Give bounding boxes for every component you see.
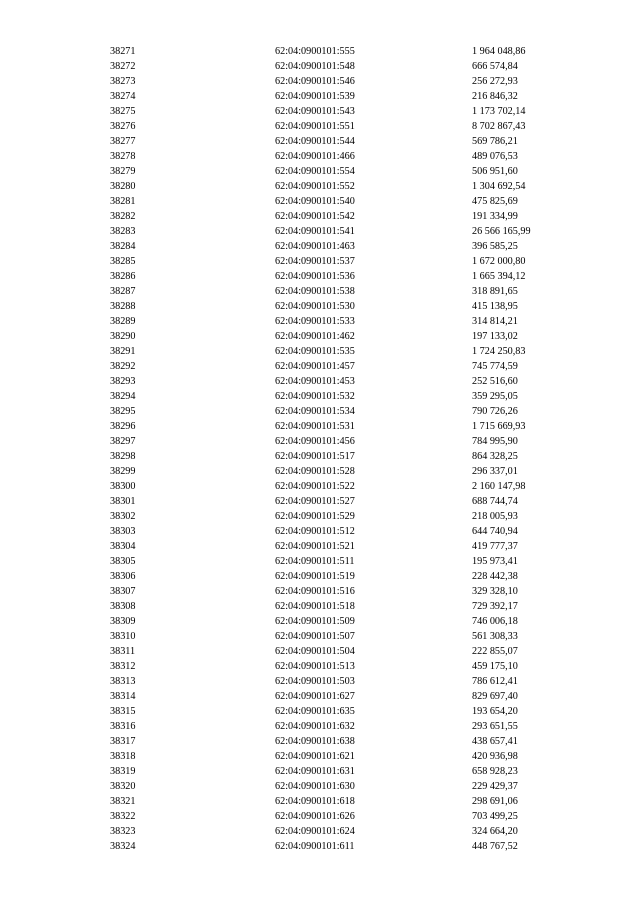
cadastral-number: 62:04:0900101:626: [275, 811, 355, 822]
cadastral-value: 1 672 000,80: [472, 256, 526, 267]
row-number: 38302: [110, 511, 136, 522]
cadastral-number: 62:04:0900101:540: [275, 196, 355, 207]
row-number: 38322: [110, 811, 136, 822]
cadastral-number: 62:04:0900101:462: [275, 331, 355, 342]
cadastral-number: 62:04:0900101:457: [275, 361, 355, 372]
cadastral-value: 459 175,10: [472, 661, 518, 672]
cadastral-number: 62:04:0900101:516: [275, 586, 355, 597]
table-row: [0, 299, 640, 314]
cadastral-value: 197 133,02: [472, 331, 518, 342]
cadastral-number: 62:04:0900101:632: [275, 721, 355, 732]
cadastral-number: 62:04:0900101:539: [275, 91, 355, 102]
row-number: 38300: [110, 481, 136, 492]
cadastral-value: 256 272,93: [472, 76, 518, 87]
cadastral-number: 62:04:0900101:527: [275, 496, 355, 507]
row-number: 38313: [110, 676, 136, 687]
cadastral-value: 195 973,41: [472, 556, 518, 567]
table-row: [0, 779, 640, 794]
table-row: [0, 374, 640, 389]
row-number: 38323: [110, 826, 136, 837]
cadastral-value: 644 740,94: [472, 526, 518, 537]
cadastral-value: 218 005,93: [472, 511, 518, 522]
table-row: [0, 554, 640, 569]
table-row: [0, 149, 640, 164]
cadastral-number: 62:04:0900101:522: [275, 481, 355, 492]
row-number: 38293: [110, 376, 136, 387]
table-row: [0, 134, 640, 149]
row-number: 38272: [110, 61, 136, 72]
table-row: [0, 809, 640, 824]
row-number: 38271: [110, 46, 136, 57]
cadastral-value: 296 337,01: [472, 466, 518, 477]
cadastral-value: 448 767,52: [472, 841, 518, 852]
row-number: 38303: [110, 526, 136, 537]
cadastral-value: 396 585,25: [472, 241, 518, 252]
table-row: [0, 239, 640, 254]
row-number: 38298: [110, 451, 136, 462]
row-number: 38281: [110, 196, 136, 207]
cadastral-number: 62:04:0900101:529: [275, 511, 355, 522]
row-number: 38296: [110, 421, 136, 432]
table-row: [0, 494, 640, 509]
cadastral-value: 569 786,21: [472, 136, 518, 147]
row-number: 38316: [110, 721, 136, 732]
row-number: 38273: [110, 76, 136, 87]
cadastral-value: 1 173 702,14: [472, 106, 526, 117]
cadastral-number: 62:04:0900101:544: [275, 136, 355, 147]
cadastral-value: 252 516,60: [472, 376, 518, 387]
row-number: 38315: [110, 706, 136, 717]
cadastral-number: 62:04:0900101:551: [275, 121, 355, 132]
row-number: 38291: [110, 346, 136, 357]
table-row: [0, 284, 640, 299]
cadastral-value: 420 936,98: [472, 751, 518, 762]
table-row: [0, 479, 640, 494]
row-number: 38284: [110, 241, 136, 252]
table-row: [0, 254, 640, 269]
table-row: [0, 119, 640, 134]
cadastral-value: 688 744,74: [472, 496, 518, 507]
row-number: 38276: [110, 121, 136, 132]
cadastral-value: 216 846,32: [472, 91, 518, 102]
row-number: 38290: [110, 331, 136, 342]
cadastral-value: 666 574,84: [472, 61, 518, 72]
table-row: [0, 164, 640, 179]
cadastral-value: 415 138,95: [472, 301, 518, 312]
row-number: 38304: [110, 541, 136, 552]
cadastral-value: 489 076,53: [472, 151, 518, 162]
cadastral-number: 62:04:0900101:621: [275, 751, 355, 762]
table-row: [0, 824, 640, 839]
cadastral-number: 62:04:0900101:541: [275, 226, 355, 237]
cadastral-value: 26 566 165,99: [472, 226, 531, 237]
row-number: 38289: [110, 316, 136, 327]
cadastral-number: 62:04:0900101:638: [275, 736, 355, 747]
table-row: [0, 329, 640, 344]
table-row: [0, 419, 640, 434]
cadastral-number: 62:04:0900101:521: [275, 541, 355, 552]
cadastral-number: 62:04:0900101:504: [275, 646, 355, 657]
table-row: [0, 749, 640, 764]
table-row: [0, 659, 640, 674]
cadastral-number: 62:04:0900101:513: [275, 661, 355, 672]
cadastral-number: 62:04:0900101:503: [275, 676, 355, 687]
table-row: [0, 569, 640, 584]
row-number: 38314: [110, 691, 136, 702]
table-row: [0, 614, 640, 629]
table-row: [0, 359, 640, 374]
table-row: [0, 524, 640, 539]
row-number: 38305: [110, 556, 136, 567]
cadastral-number: 62:04:0900101:631: [275, 766, 355, 777]
cadastral-number: 62:04:0900101:627: [275, 691, 355, 702]
row-number: 38320: [110, 781, 136, 792]
table-row: [0, 839, 640, 854]
cadastral-value: 1 715 669,93: [472, 421, 526, 432]
row-number: 38319: [110, 766, 136, 777]
table-row: [0, 434, 640, 449]
table-row: [0, 104, 640, 119]
cadastral-number: 62:04:0900101:517: [275, 451, 355, 462]
row-number: 38278: [110, 151, 136, 162]
row-number: 38318: [110, 751, 136, 762]
cadastral-value: 314 814,21: [472, 316, 518, 327]
row-number: 38280: [110, 181, 136, 192]
cadastral-number: 62:04:0900101:543: [275, 106, 355, 117]
cadastral-value: 438 657,41: [472, 736, 518, 747]
cadastral-value: 419 777,37: [472, 541, 518, 552]
table-row: [0, 794, 640, 809]
cadastral-number: 62:04:0900101:519: [275, 571, 355, 582]
cadastral-value: 1 964 048,86: [472, 46, 526, 57]
cadastral-number: 62:04:0900101:463: [275, 241, 355, 252]
cadastral-value: 359 295,05: [472, 391, 518, 402]
row-number: 38307: [110, 586, 136, 597]
table-row: [0, 449, 640, 464]
table-row: [0, 44, 640, 59]
row-number: 38324: [110, 841, 136, 852]
cadastral-number: 62:04:0900101:456: [275, 436, 355, 447]
table-row: [0, 209, 640, 224]
table-row: [0, 74, 640, 89]
table-body: [0, 44, 640, 854]
cadastral-number: 62:04:0900101:531: [275, 421, 355, 432]
table-row: [0, 464, 640, 479]
row-number: 38309: [110, 616, 136, 627]
row-number: 38274: [110, 91, 136, 102]
cadastral-number: 62:04:0900101:536: [275, 271, 355, 282]
cadastral-number: 62:04:0900101:532: [275, 391, 355, 402]
row-number: 38275: [110, 106, 136, 117]
cadastral-number: 62:04:0900101:635: [275, 706, 355, 717]
cadastral-value: 658 928,23: [472, 766, 518, 777]
cadastral-number: 62:04:0900101:534: [275, 406, 355, 417]
cadastral-value: 191 334,99: [472, 211, 518, 222]
cadastral-number: 62:04:0900101:555: [275, 46, 355, 57]
row-number: 38295: [110, 406, 136, 417]
cadastral-number: 62:04:0900101:466: [275, 151, 355, 162]
row-number: 38301: [110, 496, 136, 507]
row-number: 38292: [110, 361, 136, 372]
row-number: 38294: [110, 391, 136, 402]
table-row: [0, 389, 640, 404]
row-number: 38288: [110, 301, 136, 312]
cadastral-number: 62:04:0900101:518: [275, 601, 355, 612]
cadastral-value: 228 442,38: [472, 571, 518, 582]
cadastral-value: 475 825,69: [472, 196, 518, 207]
row-number: 38279: [110, 166, 136, 177]
table-row: [0, 599, 640, 614]
cadastral-value: 829 697,40: [472, 691, 518, 702]
cadastral-value: 329 328,10: [472, 586, 518, 597]
cadastral-value: 745 774,59: [472, 361, 518, 372]
cadastral-number: 62:04:0900101:611: [275, 841, 355, 852]
cadastral-value: 318 891,65: [472, 286, 518, 297]
table-row: [0, 629, 640, 644]
row-number: 38321: [110, 796, 136, 807]
table-row: [0, 509, 640, 524]
cadastral-value: 729 392,17: [472, 601, 518, 612]
table-row: [0, 224, 640, 239]
table-row: [0, 734, 640, 749]
table-row: [0, 644, 640, 659]
row-number: 38308: [110, 601, 136, 612]
cadastral-value: 1 665 394,12: [472, 271, 526, 282]
cadastral-value: 864 328,25: [472, 451, 518, 462]
cadastral-value: 293 651,55: [472, 721, 518, 732]
row-number: 38317: [110, 736, 136, 747]
cadastral-value: 786 612,41: [472, 676, 518, 687]
cadastral-number: 62:04:0900101:528: [275, 466, 355, 477]
table-row: [0, 269, 640, 284]
row-number: 38287: [110, 286, 136, 297]
cadastral-value: 1 724 250,83: [472, 346, 526, 357]
table-row: [0, 59, 640, 74]
cadastral-number: 62:04:0900101:630: [275, 781, 355, 792]
cadastral-number: 62:04:0900101:552: [275, 181, 355, 192]
cadastral-number: 62:04:0900101:530: [275, 301, 355, 312]
row-number: 38297: [110, 436, 136, 447]
row-number: 38286: [110, 271, 136, 282]
cadastral-number: 62:04:0900101:533: [275, 316, 355, 327]
table-row: [0, 179, 640, 194]
cadastral-number: 62:04:0900101:624: [275, 826, 355, 837]
table-row: [0, 194, 640, 209]
row-number: 38312: [110, 661, 136, 672]
table-row: [0, 719, 640, 734]
cadastral-number: 62:04:0900101:512: [275, 526, 355, 537]
cadastral-value: 229 429,37: [472, 781, 518, 792]
table-row: [0, 764, 640, 779]
cadastral-value: 8 702 867,43: [472, 121, 526, 132]
row-number: 38306: [110, 571, 136, 582]
cadastral-number: 62:04:0900101:618: [275, 796, 355, 807]
cadastral-number: 62:04:0900101:542: [275, 211, 355, 222]
cadastral-number: 62:04:0900101:511: [275, 556, 355, 567]
table-row: [0, 704, 640, 719]
cadastral-value: 193 654,20: [472, 706, 518, 717]
row-number: 38282: [110, 211, 136, 222]
row-number: 38283: [110, 226, 136, 237]
cadastral-number: 62:04:0900101:548: [275, 61, 355, 72]
cadastral-number: 62:04:0900101:554: [275, 166, 355, 177]
cadastral-value: 324 664,20: [472, 826, 518, 837]
cadastral-number: 62:04:0900101:546: [275, 76, 355, 87]
cadastral-value: 222 855,07: [472, 646, 518, 657]
cadastral-value: 784 995,90: [472, 436, 518, 447]
cadastral-number: 62:04:0900101:509: [275, 616, 355, 627]
cadastral-number: 62:04:0900101:537: [275, 256, 355, 267]
row-number: 38285: [110, 256, 136, 267]
cadastral-number: 62:04:0900101:453: [275, 376, 355, 387]
cadastral-value: 2 160 147,98: [472, 481, 526, 492]
cadastral-value: 561 308,33: [472, 631, 518, 642]
table-row: [0, 344, 640, 359]
table-row: [0, 689, 640, 704]
cadastral-value: 746 006,18: [472, 616, 518, 627]
row-number: 38311: [110, 646, 136, 657]
cadastral-number: 62:04:0900101:507: [275, 631, 355, 642]
row-number: 38299: [110, 466, 136, 477]
cadastral-value: 1 304 692,54: [472, 181, 526, 192]
table-row: [0, 314, 640, 329]
table-row: [0, 539, 640, 554]
cadastral-number: 62:04:0900101:535: [275, 346, 355, 357]
table-row: [0, 404, 640, 419]
cadastral-number: 62:04:0900101:538: [275, 286, 355, 297]
row-number: 38310: [110, 631, 136, 642]
cadastral-value: 298 691,06: [472, 796, 518, 807]
cadastral-value: 703 499,25: [472, 811, 518, 822]
cadastral-value: 506 951,60: [472, 166, 518, 177]
row-number: 38277: [110, 136, 136, 147]
table-row: [0, 89, 640, 104]
cadastral-value: 790 726,26: [472, 406, 518, 417]
table-row: [0, 674, 640, 689]
table-row: [0, 584, 640, 599]
